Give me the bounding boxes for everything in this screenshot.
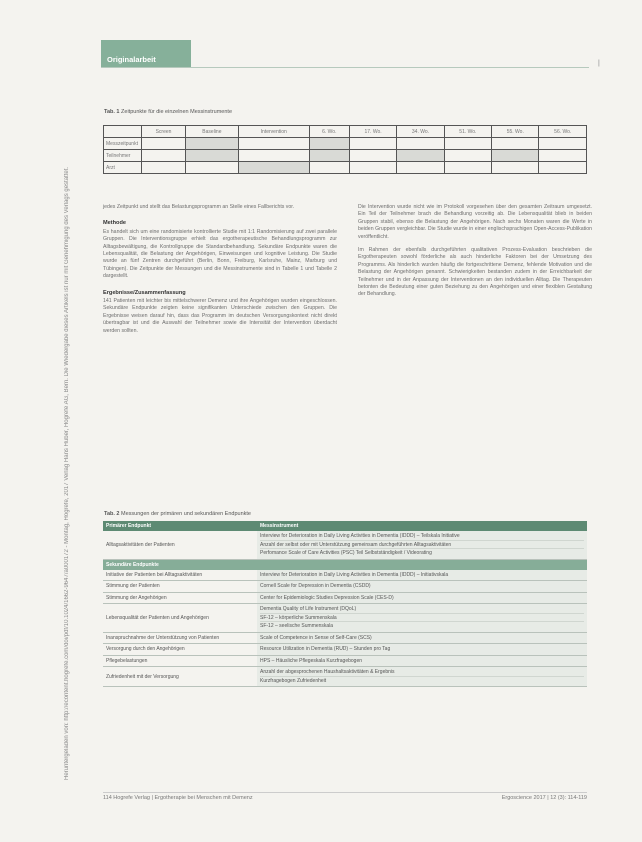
left-text-column xyxy=(103,204,337,335)
table2-row xyxy=(103,656,587,668)
table1-cell xyxy=(539,150,587,162)
table2-row xyxy=(103,644,587,656)
table2-row xyxy=(103,604,587,633)
instrument-cell xyxy=(257,644,587,655)
instrument-line: Dementia Quality of Life Instrument (DQoL) xyxy=(260,605,584,614)
table2-row xyxy=(103,667,587,687)
endpoint-label: Alltagsaktivitäten der Patienten xyxy=(106,541,175,548)
table1-header-cell: 51. Wo. xyxy=(444,126,491,138)
results-paragraph: 141 Patienten mit leichter bis mittelschwerer Demenz und ihre Angehörigen wurden eingeschlossen. Sekundäre Endpunkte zeigten keine signifikanten Unterschiede zwischen den Gruppen. Die Ergebnisse weisen darauf hin, dass das Programm im deutschen Versorgungskontext nicht direkt übertragbar ist und die Auswahl der Teilnehmer sowie die Intensität der Intervention überdacht werden sollten. xyxy=(103,298,337,334)
table1-row-label: Teilnehmer xyxy=(104,150,142,162)
table1-cell xyxy=(349,162,396,174)
instrument-line: SF-12 – körperliche Summenskala xyxy=(260,614,584,623)
results-heading: Ergebnisse/Zusammenfassung xyxy=(103,289,186,296)
table1-cell xyxy=(397,138,444,150)
instrument-line: SF-12 – seelische Summenskala xyxy=(260,623,334,629)
table1-cell xyxy=(238,150,309,162)
table1-cell xyxy=(444,162,491,174)
table2-caption xyxy=(104,511,251,517)
table1-marked-cell xyxy=(397,150,444,162)
instrument-cell xyxy=(257,593,587,604)
instrument-line: Kurzfragebogen Zufriedenheit xyxy=(260,677,327,684)
endpoints-table xyxy=(103,521,587,687)
endpoint-label: Versorgung durch den Angehörigen xyxy=(106,646,185,653)
table1-header-cell: 55. Wo. xyxy=(492,126,539,138)
instrument-cell xyxy=(257,656,587,667)
table1-header-cell xyxy=(104,126,142,138)
endpoint-label: Zufriedenheit mit der Versorgung xyxy=(106,673,179,680)
footer-right: Ergoscience 2017 | 12 (3): 114-119 xyxy=(501,795,587,801)
table1-caption-text: Zeitpunkte für die einzelnen Messinstrumente xyxy=(121,109,233,115)
instrument-line: Anzahl der selbst oder mit Unterstützung gemeinsam durchgeführten Alltagsaktivitäten xyxy=(260,541,584,550)
table1-cell xyxy=(444,150,491,162)
instrument-line: HPS – Häusliche Pflegeskala Kurzfragebogen xyxy=(260,657,363,664)
table1-cell xyxy=(349,138,396,150)
table2-row xyxy=(103,570,587,582)
right-paragraph-1: Die Intervention wurde nicht wie im Protokoll vorgesehen über den gesamten Zeitraum umgesetzt. Ein Teil der Teilnehmer brach die Behandlung vorzeitig ab. Die Lebensqualität blieb in beiden Gruppen stabil, ebenso die Belastung der Angehörigen. Nach sechs Monaten waren die Werte in beiden Gruppen vergleichbar. Die Studie wurde in einer englischsprachigen Open-Access-Publikation veröffentlicht. xyxy=(358,204,592,240)
table1-row xyxy=(104,162,587,174)
instrument-line: Interview for Deterioration in Daily Living Activities in Dementia (IDDD) – Teilskala Initiative xyxy=(260,532,584,541)
table1-cell xyxy=(539,162,587,174)
table1-cell xyxy=(444,138,491,150)
table1-caption xyxy=(104,109,232,115)
right-paragraph-2: Im Rahmen der ebenfalls durchgeführten qualitativen Prozess-Evaluation beschrieben die Ergotherapeuten sowohl förderliche als auch hinderliche Faktoren bei der Umsetzung des Programms. Als hinderlich wurden häufig die fortgeschrittene Demenz, fehlende Motivation und die Belastung der Angehörigen genannt. Schwierigkeiten bestanden zudem in der Erreichbarkeit der Teilnehmer und in der Anpassung der Interventionen an den individuellen Alltag. Die Therapeuten betonten die Bedeutung einer guten Beziehung zu den Angehörigen und einer flexiblen Gestaltung der Behandlung. xyxy=(358,247,592,298)
instrument-cell xyxy=(257,531,587,559)
table2-header-instrument: Messinstrument xyxy=(260,523,299,529)
instrument-cell xyxy=(257,667,587,686)
table2-header-primary: Primärer Endpunkt xyxy=(106,523,152,529)
endpoint-label: Lebensqualität der Patienten und Angehörigen xyxy=(106,614,209,621)
table1-marked-cell xyxy=(309,138,349,150)
instrument-cell xyxy=(257,570,587,581)
table2-row xyxy=(103,593,587,605)
instrument-line: Cornell Scale for Depression in Dementia (CSDD) xyxy=(260,583,371,589)
table2-row xyxy=(103,581,587,593)
table1-cell xyxy=(186,162,239,174)
table1-caption-label: Tab. 1 xyxy=(104,109,120,115)
table2-row xyxy=(103,633,587,645)
table1-row-label: Messzeitpunkt xyxy=(104,138,142,150)
table1-header-row xyxy=(104,126,587,138)
instrument-line: Resource Utilization in Dementia (RUD) – Stunden pro Tag xyxy=(260,646,391,652)
measurement-schedule-table xyxy=(103,125,587,174)
instrument-cell xyxy=(257,581,587,592)
header-rule xyxy=(101,67,589,68)
table1-cell xyxy=(309,162,349,174)
table1-cell xyxy=(349,150,396,162)
table1-header-cell: Intervention xyxy=(238,126,309,138)
instrument-line: Anzahl der abgesprochenen Haushaltsaktivitäten & Ergebnis xyxy=(260,668,584,677)
table2-caption-text: Messungen der primären und sekundären Endpunkte xyxy=(121,511,251,517)
table1-row xyxy=(104,150,587,162)
methods-paragraph: Es handelt sich um eine randomisierte kontrollierte Studie mit 1:1 Randomisierung auf zwei parallele Gruppen. Die Interventionsgruppe erhielt das ergotherapeutische Behandlungsprogramm zur Alltagsbewältigung, die Kontrollgruppe die Standardbehandlung. Sekundäre Endpunkte waren die Lebensqualität, die Belastung der Angehörigen, Einweisungen und kognitive Leistung. Die Studie wurde an fünf Zentren durchgeführt (Berlin, Bonn, Freiburg, Karlsruhe, Mainz, Marburg und Tübingen). Die Zeitpunkte der Messungen und die Messinstrumente sind in Tabelle 1 und Tabelle 2 dargestellt. xyxy=(103,228,337,280)
instrument-line: Interview for Deterioration in Daily Living Activities in Dementia (IDDD) – Initiativskala xyxy=(260,571,449,578)
instrument-cell xyxy=(257,604,587,632)
table1-header-cell: Baseline xyxy=(186,126,239,138)
table1-cell xyxy=(492,138,539,150)
side-download-note: Heruntergeladen von: http://econtent.hogrefe.com/doi/pdf/10.1024/1662-9647/a000172 - Montag, Hogrefe, 2017 Verlag Hans Huber, Hogrefe AG, Bern. Die Wiedergabe dieses Artikels ist nur mit Genehmigung des Verlags gestattet. xyxy=(64,166,70,780)
instrument-line: Perfomance Scale of Care Activities (PSC) Teil Selbstständigkeit / Videorating xyxy=(260,550,432,556)
table1-header-cell: 6. Wo. xyxy=(309,126,349,138)
table1-cell xyxy=(142,138,186,150)
table2-header-row xyxy=(103,521,587,531)
table1-header-cell: 34. Wo. xyxy=(397,126,444,138)
table1-cell xyxy=(142,150,186,162)
endpoint-label: Stimmung der Angehörigen xyxy=(106,594,167,601)
table1-header-cell: 56. Wo. xyxy=(539,126,587,138)
intro-paragraph: jedes Zeitpunkt und stellt das Belastungsprogramm an Stelle eines Fallberichts vor. xyxy=(103,204,295,210)
table1-marked-cell xyxy=(309,150,349,162)
page-footer xyxy=(103,792,587,801)
table1-cell xyxy=(397,162,444,174)
methods-heading: Methode xyxy=(103,220,126,227)
footer-left: 114 Hogrefe Verlag | Ergotherapie bei Menschen mit Demenz xyxy=(103,795,253,801)
table1-cell xyxy=(539,138,587,150)
right-text-column xyxy=(358,204,592,299)
secondary-endpoints-header: Sekundäre Endpunkte xyxy=(103,560,587,570)
table1-marked-cell xyxy=(238,162,309,174)
endpoint-label: Inanspruchnahme der Unterstützung von Patienten xyxy=(106,634,220,641)
table1-cell xyxy=(238,138,309,150)
page-marker: | xyxy=(598,60,600,67)
table1-row-label: Arzt xyxy=(104,162,142,174)
table2-row xyxy=(103,531,587,560)
table1-header-cell: 17. Wo. xyxy=(349,126,396,138)
instrument-cell xyxy=(257,633,587,644)
table1-marked-cell xyxy=(492,150,539,162)
instrument-line: Center for Epidemiologic Studies Depression Scale (CES-D) xyxy=(260,594,394,601)
section-label: Originalarbeit xyxy=(101,40,191,68)
table2-caption-label: Tab. 2 xyxy=(104,511,120,517)
table1-row xyxy=(104,138,587,150)
instrument-line: Scale of Competence in Sense of Self-Care (SCS) xyxy=(260,634,372,641)
table1-cell xyxy=(142,162,186,174)
table1-cell xyxy=(492,162,539,174)
endpoint-label: Initiative der Patienten bei Alltagsaktivitäten xyxy=(106,571,203,578)
endpoint-label: Pflegebelastungen xyxy=(106,657,148,664)
table1-marked-cell xyxy=(186,150,239,162)
table1-header-cell: Screen xyxy=(142,126,186,138)
endpoint-label: Stimmung der Patienten xyxy=(106,583,160,590)
table1-marked-cell xyxy=(186,138,239,150)
